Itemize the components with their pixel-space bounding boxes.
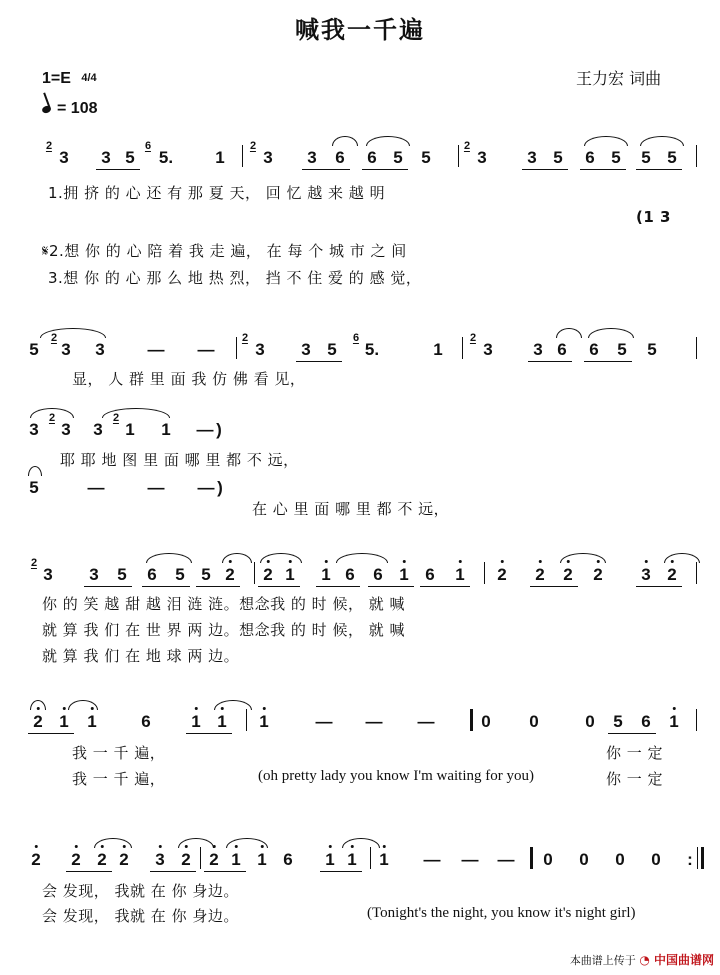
slur-tie xyxy=(226,838,268,848)
grace-note: 6 xyxy=(144,140,152,152)
jianpu-note: 5. xyxy=(364,340,380,359)
jianpu-note: 5 xyxy=(175,565,185,584)
beam-underline xyxy=(96,169,140,170)
beam-underline xyxy=(528,361,572,362)
jianpu-note: 1 xyxy=(321,565,330,585)
beam-underline xyxy=(636,169,682,170)
beam-underline xyxy=(84,586,132,587)
jianpu-note: 2 xyxy=(119,850,128,870)
jianpu-note: 5 xyxy=(393,148,403,167)
high-octave-dot xyxy=(195,707,198,710)
tempo-value: = 108 xyxy=(57,100,98,117)
jianpu-note: 6 xyxy=(585,148,595,167)
barline xyxy=(696,709,697,731)
lyric-e1: 会 发现， 我就 在 你 身边。 xyxy=(42,882,239,900)
lyric-verse3-line3: 在 心 里 面 哪 里 都 不 远， xyxy=(252,500,450,518)
jianpu-note: 5 xyxy=(611,148,621,167)
slur-tie xyxy=(366,136,410,146)
jianpu-note: 3 xyxy=(477,148,487,167)
lyric-verse2-line1: 𝄋2.想 你 的 心 陪 着 我 走 遍， 在 每 个 城 市 之 间 xyxy=(42,242,407,260)
barline xyxy=(696,562,697,584)
barline xyxy=(462,337,463,359)
grace-note: 2 xyxy=(45,140,53,152)
jianpu-note: — xyxy=(497,850,515,869)
slur-tie xyxy=(146,553,192,563)
jianpu-note: 5 xyxy=(125,148,135,167)
jianpu-note: 3 xyxy=(307,148,317,167)
jianpu-note: 2 xyxy=(225,565,234,585)
jianpu-note: 5 xyxy=(117,565,127,584)
jianpu-note: 5 xyxy=(421,148,431,167)
jianpu-note: 1 xyxy=(231,850,240,870)
jianpu-note: 0 xyxy=(651,850,661,869)
lyric-verse3-line1: 3.想 你 的 心 那 么 地 热 烈， 挡 不 住 爱 的 感 觉， xyxy=(48,269,422,287)
jianpu-note: 3 xyxy=(61,420,71,439)
jianpu-note: ) xyxy=(217,478,223,497)
jianpu-note: — xyxy=(417,712,435,731)
slur-tie xyxy=(28,466,42,476)
high-octave-dot xyxy=(673,707,676,710)
lyric-d2-english: (oh pretty lady you know I'm waiting for you) xyxy=(258,768,534,784)
jianpu-note: — xyxy=(461,850,479,869)
grace-note: 2 xyxy=(249,140,257,152)
lyric-d1: 我 一 千 遍， xyxy=(72,744,166,762)
jianpu-note: — xyxy=(147,478,165,497)
tempo-marking xyxy=(42,100,97,118)
jianpu-note: 5 xyxy=(29,340,39,359)
jianpu-note: 5 xyxy=(617,340,627,359)
jianpu-note: 0 xyxy=(579,850,589,869)
lyric-verse1-line2: 显， 人 群 里 面 我 仿 佛 看 见， xyxy=(72,370,306,388)
jianpu-note: 6 xyxy=(141,712,151,731)
jianpu-note: 0 xyxy=(615,850,625,869)
lyric-paren-13: (1 3 xyxy=(636,208,671,226)
jianpu-note: 2 xyxy=(497,565,506,585)
lyric-chorus-line3: 就 算 我 们 在 地 球 两 边。 xyxy=(42,647,240,665)
beam-underline xyxy=(368,586,414,587)
jianpu-note: 1 xyxy=(125,420,135,439)
jianpu-note: 3 xyxy=(255,340,265,359)
lyric-verse2-line3: 耶 耶 地 图 里 面 哪 里 都 不 远， xyxy=(60,451,299,469)
barline xyxy=(236,337,237,359)
high-octave-dot xyxy=(35,845,38,848)
jianpu-note: 5 xyxy=(667,148,677,167)
jianpu-note: 1 xyxy=(257,850,266,870)
jianpu-note: 2 xyxy=(33,712,42,732)
jianpu-note: 3 xyxy=(43,565,53,584)
high-octave-dot xyxy=(159,845,162,848)
jianpu-note: 5 xyxy=(647,340,657,359)
slur-tie xyxy=(30,408,74,418)
jianpu-note: 3 xyxy=(527,148,537,167)
jianpu-note: 2 xyxy=(209,850,218,870)
lyric-d2: 我 一 千 遍， xyxy=(72,770,166,788)
jianpu-note: 3 xyxy=(641,565,650,585)
beam-underline xyxy=(636,586,682,587)
jianpu-note: 3 xyxy=(59,148,69,167)
lyric-chorus-line2: 就 算 我 们 在 世 界 两 边。想念我 的 时 候， 就 喊 xyxy=(42,621,405,639)
beam-underline xyxy=(420,586,470,587)
high-octave-dot xyxy=(329,845,332,848)
jianpu-note: — xyxy=(365,712,383,731)
slur-tie xyxy=(102,408,170,418)
jianpu-note: — xyxy=(423,850,441,869)
jianpu-note: 2 xyxy=(667,565,676,585)
jianpu-note: 5 xyxy=(553,148,563,167)
high-octave-dot xyxy=(539,560,542,563)
jianpu-note: 3 xyxy=(95,340,105,359)
beam-underline xyxy=(66,871,112,872)
jianpu-note: 1 xyxy=(669,712,678,732)
lyric-verse1-line1: 1.拥 挤 的 心 还 有 那 夏 天， 回 忆 越 来 越 明 xyxy=(48,184,386,202)
jianpu-note: 6 xyxy=(283,850,293,869)
jianpu-note: 1 xyxy=(87,712,96,732)
beam-underline xyxy=(608,733,656,734)
jianpu-note: 3 xyxy=(533,340,543,359)
jianpu-note: — xyxy=(87,478,105,497)
barline xyxy=(200,847,201,869)
slur-tie xyxy=(178,838,214,848)
slur-tie xyxy=(336,553,388,563)
high-octave-dot xyxy=(325,560,328,563)
barline xyxy=(484,562,485,584)
jianpu-note: 6 xyxy=(641,712,651,731)
jianpu-note: 1 xyxy=(217,712,226,732)
jianpu-note: 1 xyxy=(285,565,294,585)
jianpu-note: 2 xyxy=(181,850,190,870)
jianpu-note: 2 xyxy=(535,565,544,585)
lyric-e2-english: (Tonight's the night, you know it's night girl) xyxy=(367,905,636,921)
jianpu-note: 0 xyxy=(529,712,539,731)
jianpu-note: 5 xyxy=(201,565,211,584)
lyric-d2-end: 你 一 定 xyxy=(606,770,664,788)
lyric-e2: 会 发现， 我就 在 你 身边。 xyxy=(42,907,239,925)
jianpu-note: 5. xyxy=(158,148,174,167)
key-label: 1=E xyxy=(42,70,71,87)
barline xyxy=(242,145,243,167)
high-octave-dot xyxy=(403,560,406,563)
jianpu-note: ) xyxy=(216,420,222,439)
barline xyxy=(254,562,255,584)
jianpu-note: 0 xyxy=(481,712,491,731)
barline xyxy=(696,337,697,359)
beam-underline xyxy=(580,169,626,170)
jianpu-note: 2 xyxy=(563,565,572,585)
slur-tie xyxy=(556,328,582,338)
jianpu-note: 2 xyxy=(97,850,106,870)
high-octave-dot xyxy=(645,560,648,563)
beam-underline xyxy=(186,733,232,734)
jianpu-note: 3 xyxy=(301,340,311,359)
beam-underline xyxy=(302,169,350,170)
jianpu-note: — xyxy=(197,340,215,359)
high-octave-dot xyxy=(63,707,66,710)
grace-note: 2 xyxy=(241,332,249,344)
slur-tie xyxy=(30,700,46,710)
jianpu-note: 5 xyxy=(641,148,651,167)
jianpu-note: 0 xyxy=(585,712,595,731)
beam-underline xyxy=(530,586,578,587)
lyric-chorus-line1: 你 的 笑 越 甜 越 泪 涟 涟。想念我 的 时 候， 就 喊 xyxy=(42,595,405,613)
author-credit: 王力宏 词曲 xyxy=(576,69,662,88)
barline xyxy=(246,709,247,731)
jianpu-note: 3 xyxy=(61,340,71,359)
jianpu-note: 6 xyxy=(589,340,599,359)
jianpu-note: 6 xyxy=(373,565,383,584)
jianpu-note: 6 xyxy=(557,340,567,359)
jianpu-note: 3 xyxy=(155,850,164,870)
grace-note: 2 xyxy=(48,412,56,424)
jianpu-note: 2 xyxy=(71,850,80,870)
barline xyxy=(697,847,698,869)
barline xyxy=(470,709,473,731)
jianpu-note: 1 xyxy=(325,850,334,870)
jianpu-note: 6 xyxy=(335,148,345,167)
meter-label: 4/4 xyxy=(81,72,97,84)
high-octave-dot xyxy=(213,845,216,848)
jianpu-note: 2 xyxy=(31,850,40,870)
slur-tie xyxy=(68,700,98,710)
beam-underline xyxy=(196,586,240,587)
jianpu-note: 1 xyxy=(191,712,200,732)
jianpu-note: 1 xyxy=(433,340,443,359)
grace-note: 2 xyxy=(30,557,38,569)
brand-logo-icon: ◔ xyxy=(639,953,650,967)
barline xyxy=(530,847,533,869)
jianpu-note: — xyxy=(197,478,215,497)
jianpu-note: 2 xyxy=(263,565,272,585)
jianpu-note: 1 xyxy=(379,850,388,870)
slur-tie xyxy=(560,553,606,563)
jianpu-note: 1 xyxy=(215,148,225,167)
slur-tie xyxy=(222,553,252,563)
footer-credit xyxy=(570,951,714,968)
jianpu-note: 6 xyxy=(425,565,435,584)
jianpu-note: 1 xyxy=(347,850,356,870)
footer-uploaded-text: 本曲谱上传于 xyxy=(569,954,636,967)
jianpu-note: 5 xyxy=(613,712,623,731)
jianpu-note: 6 xyxy=(147,565,157,584)
key-signature xyxy=(42,70,97,88)
jianpu-note: 1 xyxy=(399,565,408,585)
jianpu-note: — xyxy=(315,712,333,731)
jianpu-note: 3 xyxy=(101,148,111,167)
jianpu-note: 3 xyxy=(263,148,273,167)
jianpu-note: — xyxy=(196,420,214,439)
slur-tie xyxy=(342,838,380,848)
slur-tie xyxy=(260,553,302,563)
slur-tie xyxy=(94,838,132,848)
jianpu-note: 6 xyxy=(345,565,355,584)
barline xyxy=(696,145,697,167)
jianpu-note: 0 xyxy=(543,850,553,869)
barline xyxy=(458,145,459,167)
grace-note: 2 xyxy=(469,332,477,344)
slur-tie xyxy=(640,136,684,146)
jianpu-note: — xyxy=(147,340,165,359)
beam-underline xyxy=(204,871,246,872)
grace-note: 2 xyxy=(50,332,58,344)
beam-underline xyxy=(28,733,74,734)
quarter-note-icon xyxy=(41,105,52,115)
beam-underline xyxy=(150,871,196,872)
jianpu-note: 5 xyxy=(29,478,39,497)
jianpu-note: 1 xyxy=(161,420,171,439)
beam-underline xyxy=(258,586,300,587)
grace-note: 6 xyxy=(352,332,360,344)
high-octave-dot xyxy=(459,560,462,563)
jianpu-note: 3 xyxy=(93,420,103,439)
grace-note: 2 xyxy=(463,140,471,152)
slur-tie xyxy=(664,553,700,563)
jianpu-note: 3 xyxy=(89,565,99,584)
jianpu-note: 1 xyxy=(59,712,68,732)
high-octave-dot xyxy=(263,707,266,710)
barline xyxy=(370,847,371,869)
lyric-d1-end: 你 一 定 xyxy=(606,744,664,762)
beam-underline xyxy=(584,361,632,362)
jianpu-note: 6 xyxy=(367,148,377,167)
footer-brand: ◔ 中国曲谱网 xyxy=(639,953,714,967)
jianpu-note: 1 xyxy=(455,565,464,585)
jianpu-note: 5 xyxy=(327,340,337,359)
beam-underline xyxy=(296,361,342,362)
beam-underline xyxy=(316,586,360,587)
slur-tie xyxy=(588,328,634,338)
high-octave-dot xyxy=(383,845,386,848)
beam-underline xyxy=(522,169,568,170)
song-title: 喊我一千遍 xyxy=(295,16,425,44)
beam-underline xyxy=(362,169,408,170)
grace-note: 2 xyxy=(112,412,120,424)
beam-underline xyxy=(320,871,362,872)
beam-underline xyxy=(142,586,190,587)
jianpu-note: 3 xyxy=(483,340,493,359)
repeat-end-barline-icon: : xyxy=(687,850,693,869)
slur-tie xyxy=(584,136,628,146)
slur-tie xyxy=(332,136,358,146)
high-octave-dot xyxy=(501,560,504,563)
jianpu-note: 1 xyxy=(259,712,268,732)
jianpu-note: 2 xyxy=(593,565,602,585)
barline xyxy=(701,847,704,869)
slur-tie xyxy=(40,328,106,338)
high-octave-dot xyxy=(75,845,78,848)
jianpu-note: 3 xyxy=(29,420,39,439)
